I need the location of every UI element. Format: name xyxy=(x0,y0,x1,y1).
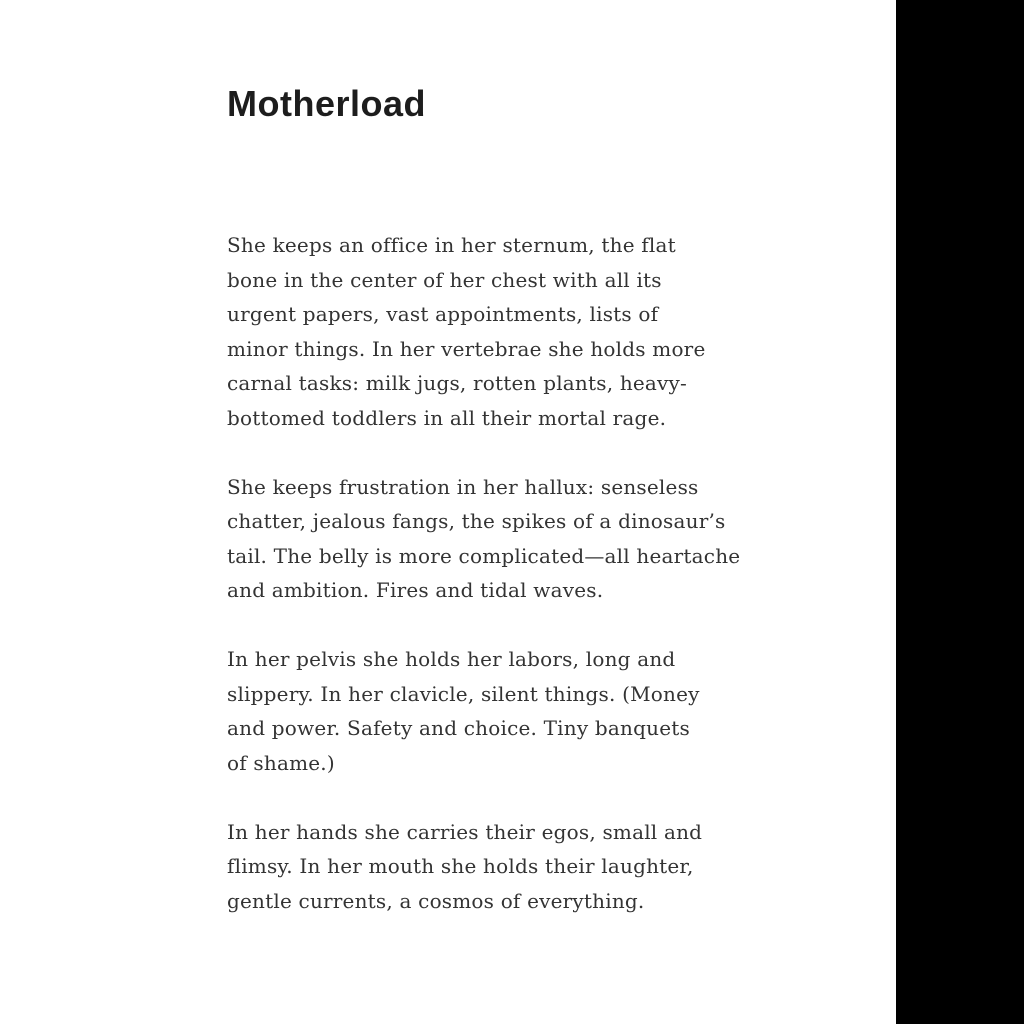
poem-line: flimsy. In her mouth she holds their laughter, xyxy=(227,854,694,878)
poem-line: minor things. In her vertebrae she holds more xyxy=(227,336,706,361)
poem xyxy=(227,228,741,953)
poem-title: Motherload xyxy=(227,83,426,124)
poem-line: She keeps frustration in her hallux: senseless xyxy=(227,474,699,499)
poem-line: of shame.) xyxy=(227,750,335,775)
right-dark-panel xyxy=(896,0,1024,1024)
poem-line: carnal tasks: milk jugs, rotten plants, heavy- xyxy=(227,371,688,395)
poem-stanza xyxy=(227,470,741,608)
poem-stanza xyxy=(227,815,727,919)
poem-line: and power. Safety and choice. Tiny banquets xyxy=(227,716,690,740)
poem-line: She keeps an office in her sternum, the flat xyxy=(227,233,676,257)
poem-line: slippery. In her clavicle, silent things. (Money xyxy=(227,681,700,706)
poem-line: and ambition. Fires and tidal waves. xyxy=(227,578,604,602)
page-header xyxy=(227,84,727,124)
poem-line: bone in the center of her chest with all its xyxy=(227,267,662,292)
poem-line: tail. The belly is more complicated—all heartache xyxy=(227,543,741,568)
poem-line: In her pelvis she holds her labors, long and xyxy=(227,647,676,671)
poem-stanza xyxy=(227,228,727,435)
poem-line: urgent papers, vast appointments, lists of xyxy=(227,302,659,326)
poem-line: gentle currents, a cosmos of everything. xyxy=(227,888,645,913)
poem-line: chatter, jealous fangs, the spikes of a dinosaur’s xyxy=(227,509,726,533)
poem-stanza xyxy=(227,642,727,780)
poem-line: bottomed toddlers in all their mortal rage. xyxy=(227,405,667,430)
poem-line: In her hands she carries their egos, small and xyxy=(227,819,703,844)
